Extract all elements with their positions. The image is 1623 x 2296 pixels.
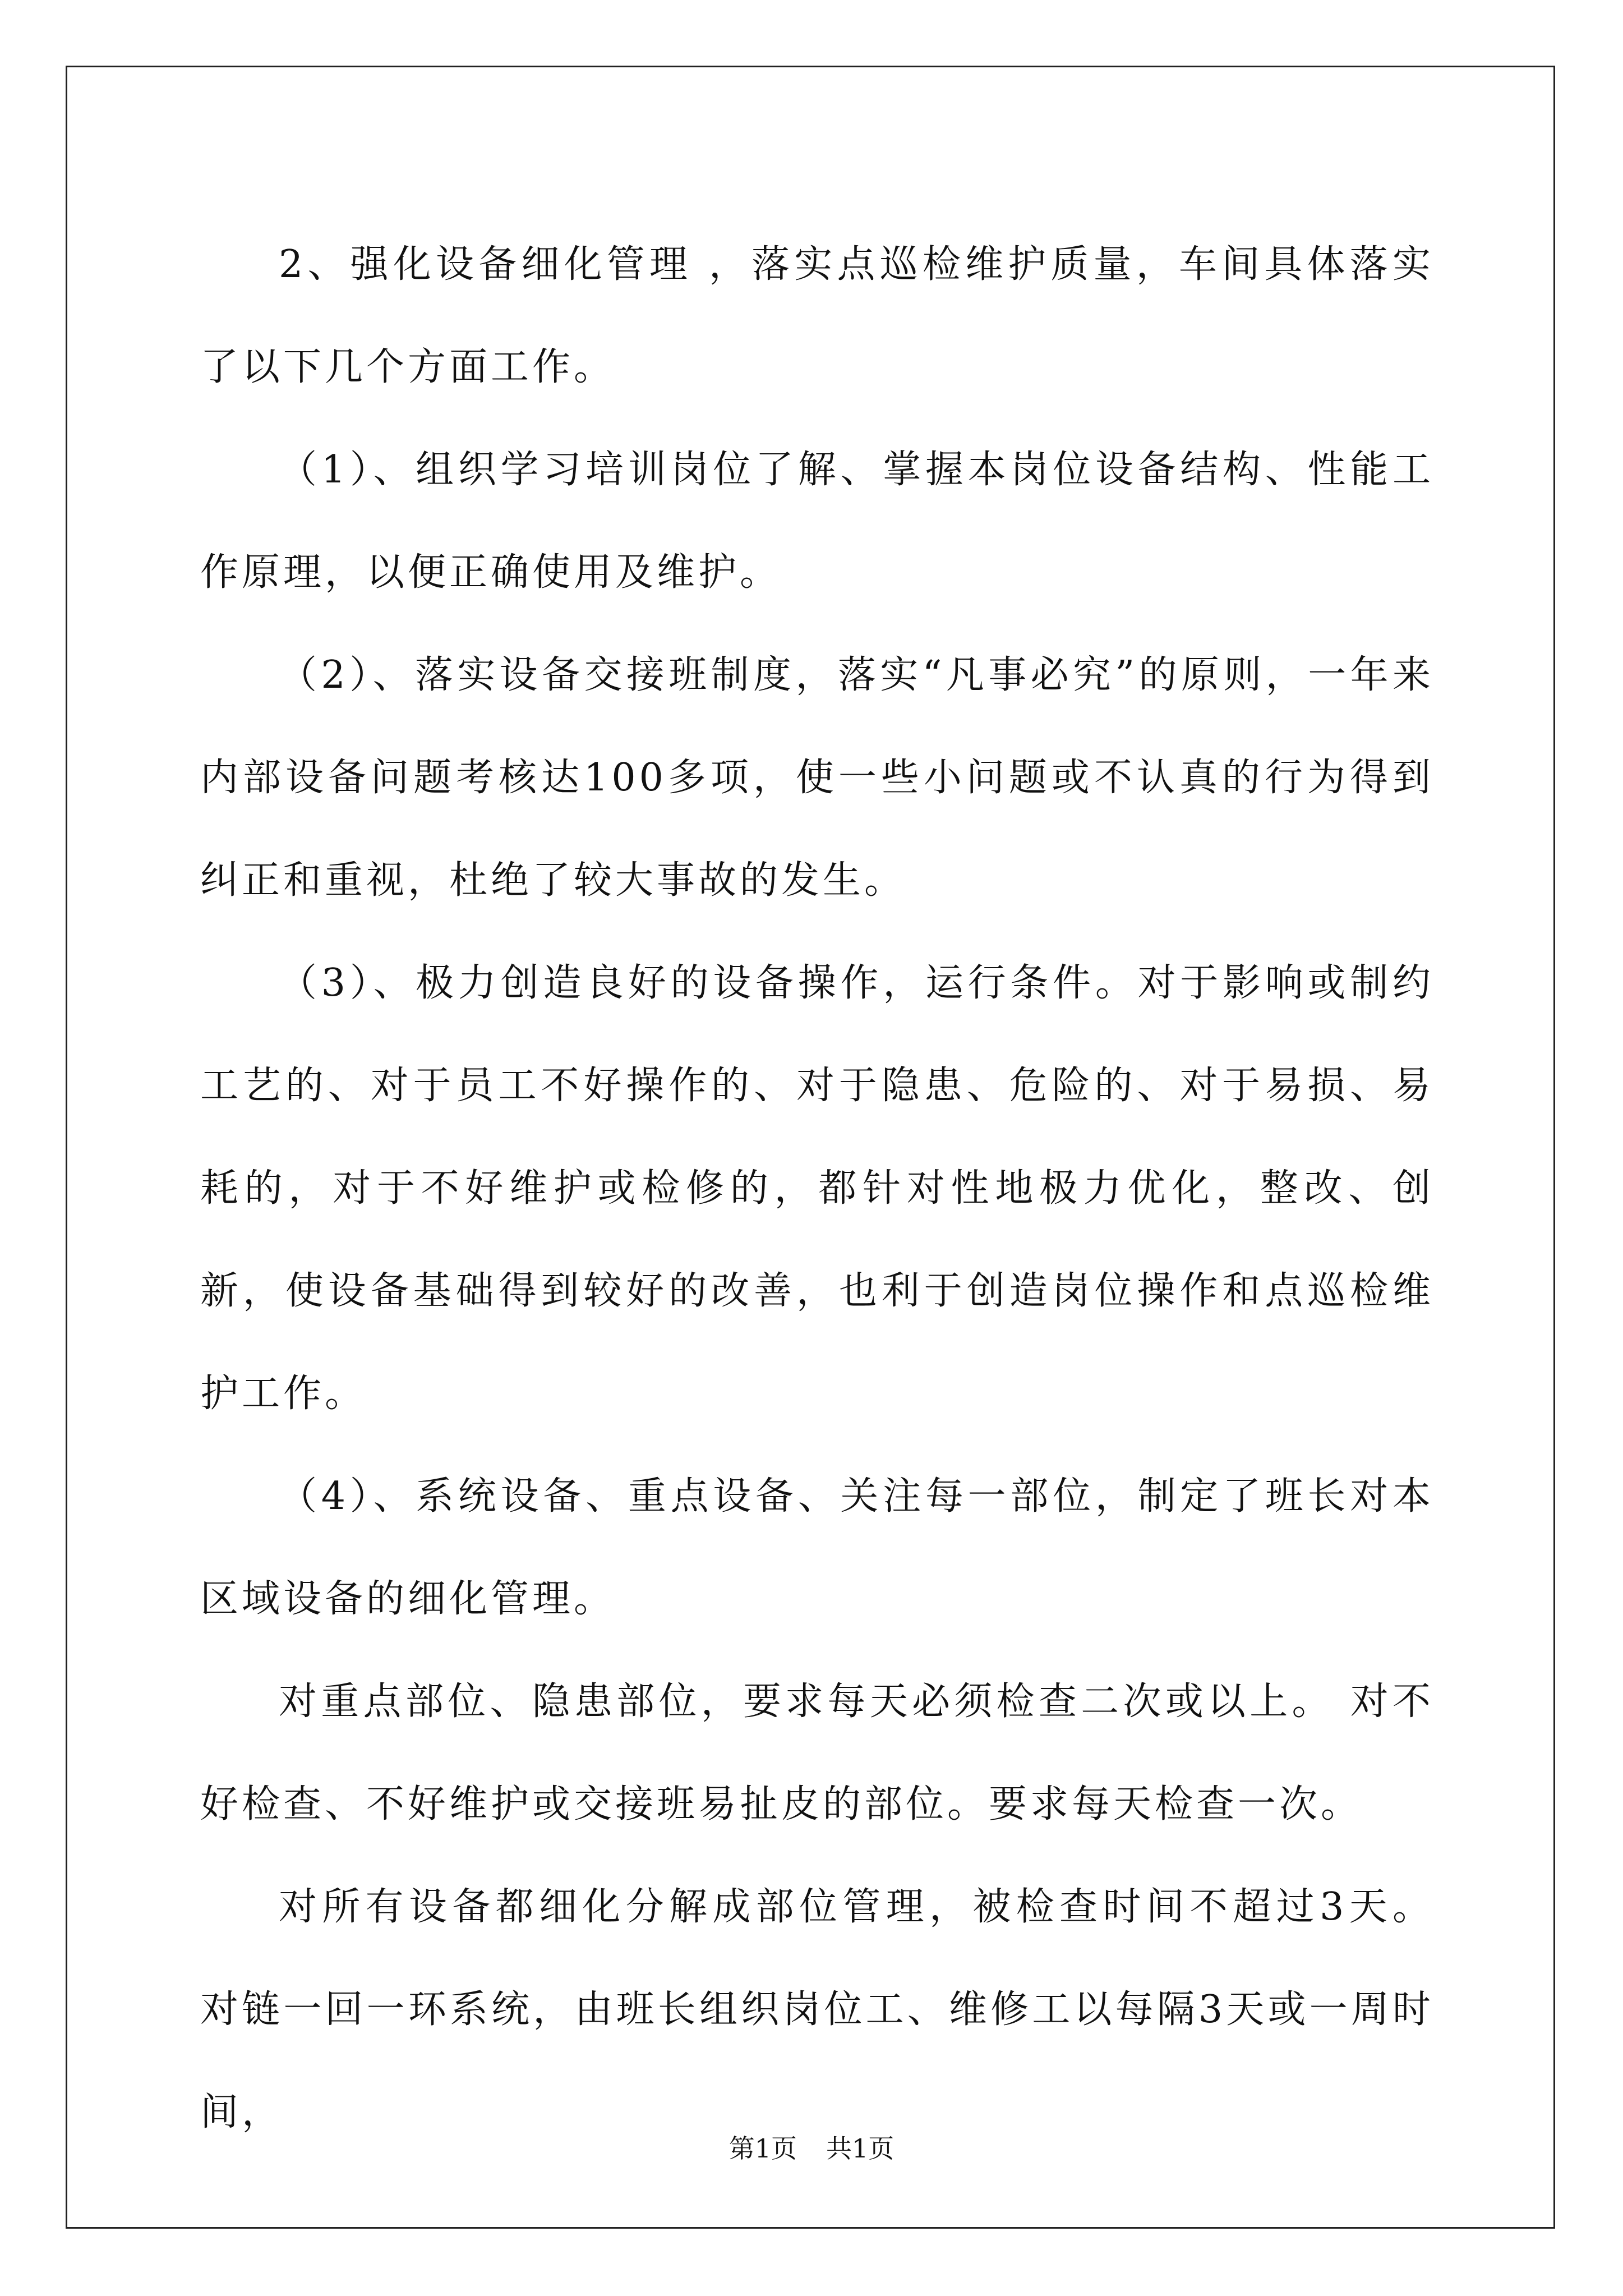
paragraph-4: （3）、极力创造良好的设备操作，运行条件。对于影响或制约工艺的、对于员工不好操作的、对于隐患、危险的、对于易损、易耗的，对于不好维护或检修的，都针对性地极力优化，整改、创新，使设备基础得到较好的改善，也利于创造岗位操作和点巡检维护工作。: [200, 961, 1434, 1416]
page-number-total: 共1页: [826, 2133, 895, 2164]
paragraph-3: （2）、落实设备交接班制度，落实“凡事必究”的原则，一年来内部设备问题考核达100多项，使一些小问题或不认真的行为得到纠正和重视，杜绝了较大事故的发生。: [200, 653, 1434, 903]
paragraph-2: （1）、组织学习培训岗位了解、掌握本岗位设备结构、性能工作原理，以便正确使用及维护。: [200, 448, 1434, 595]
paragraph-7: 对所有设备都细化分解成部位管理，被检查时间不超过3天。 对链一回一环系统，由班长组织岗位工、维修工以每隔3天或一周时间，: [200, 1885, 1434, 2134]
page-number-current: 第1页: [728, 2133, 797, 2164]
document-body: [200, 213, 1434, 2164]
paragraph-6: 对重点部位、隐患部位，要求每天必须检查二次或以上。 对不好检查、不好维护或交接班易扯皮的部位。要求每天检查一次。: [200, 1680, 1434, 1826]
page-footer: [0, 2132, 1623, 2165]
paragraph-5: （4）、系统设备、重点设备、关注每一部位，制定了班长对本区域设备的细化管理。: [200, 1474, 1434, 1621]
paragraph-1: 2、强化设备细化管理 ，落实点巡检维护质量，车间具体落实了以下几个方面工作。: [200, 242, 1434, 389]
